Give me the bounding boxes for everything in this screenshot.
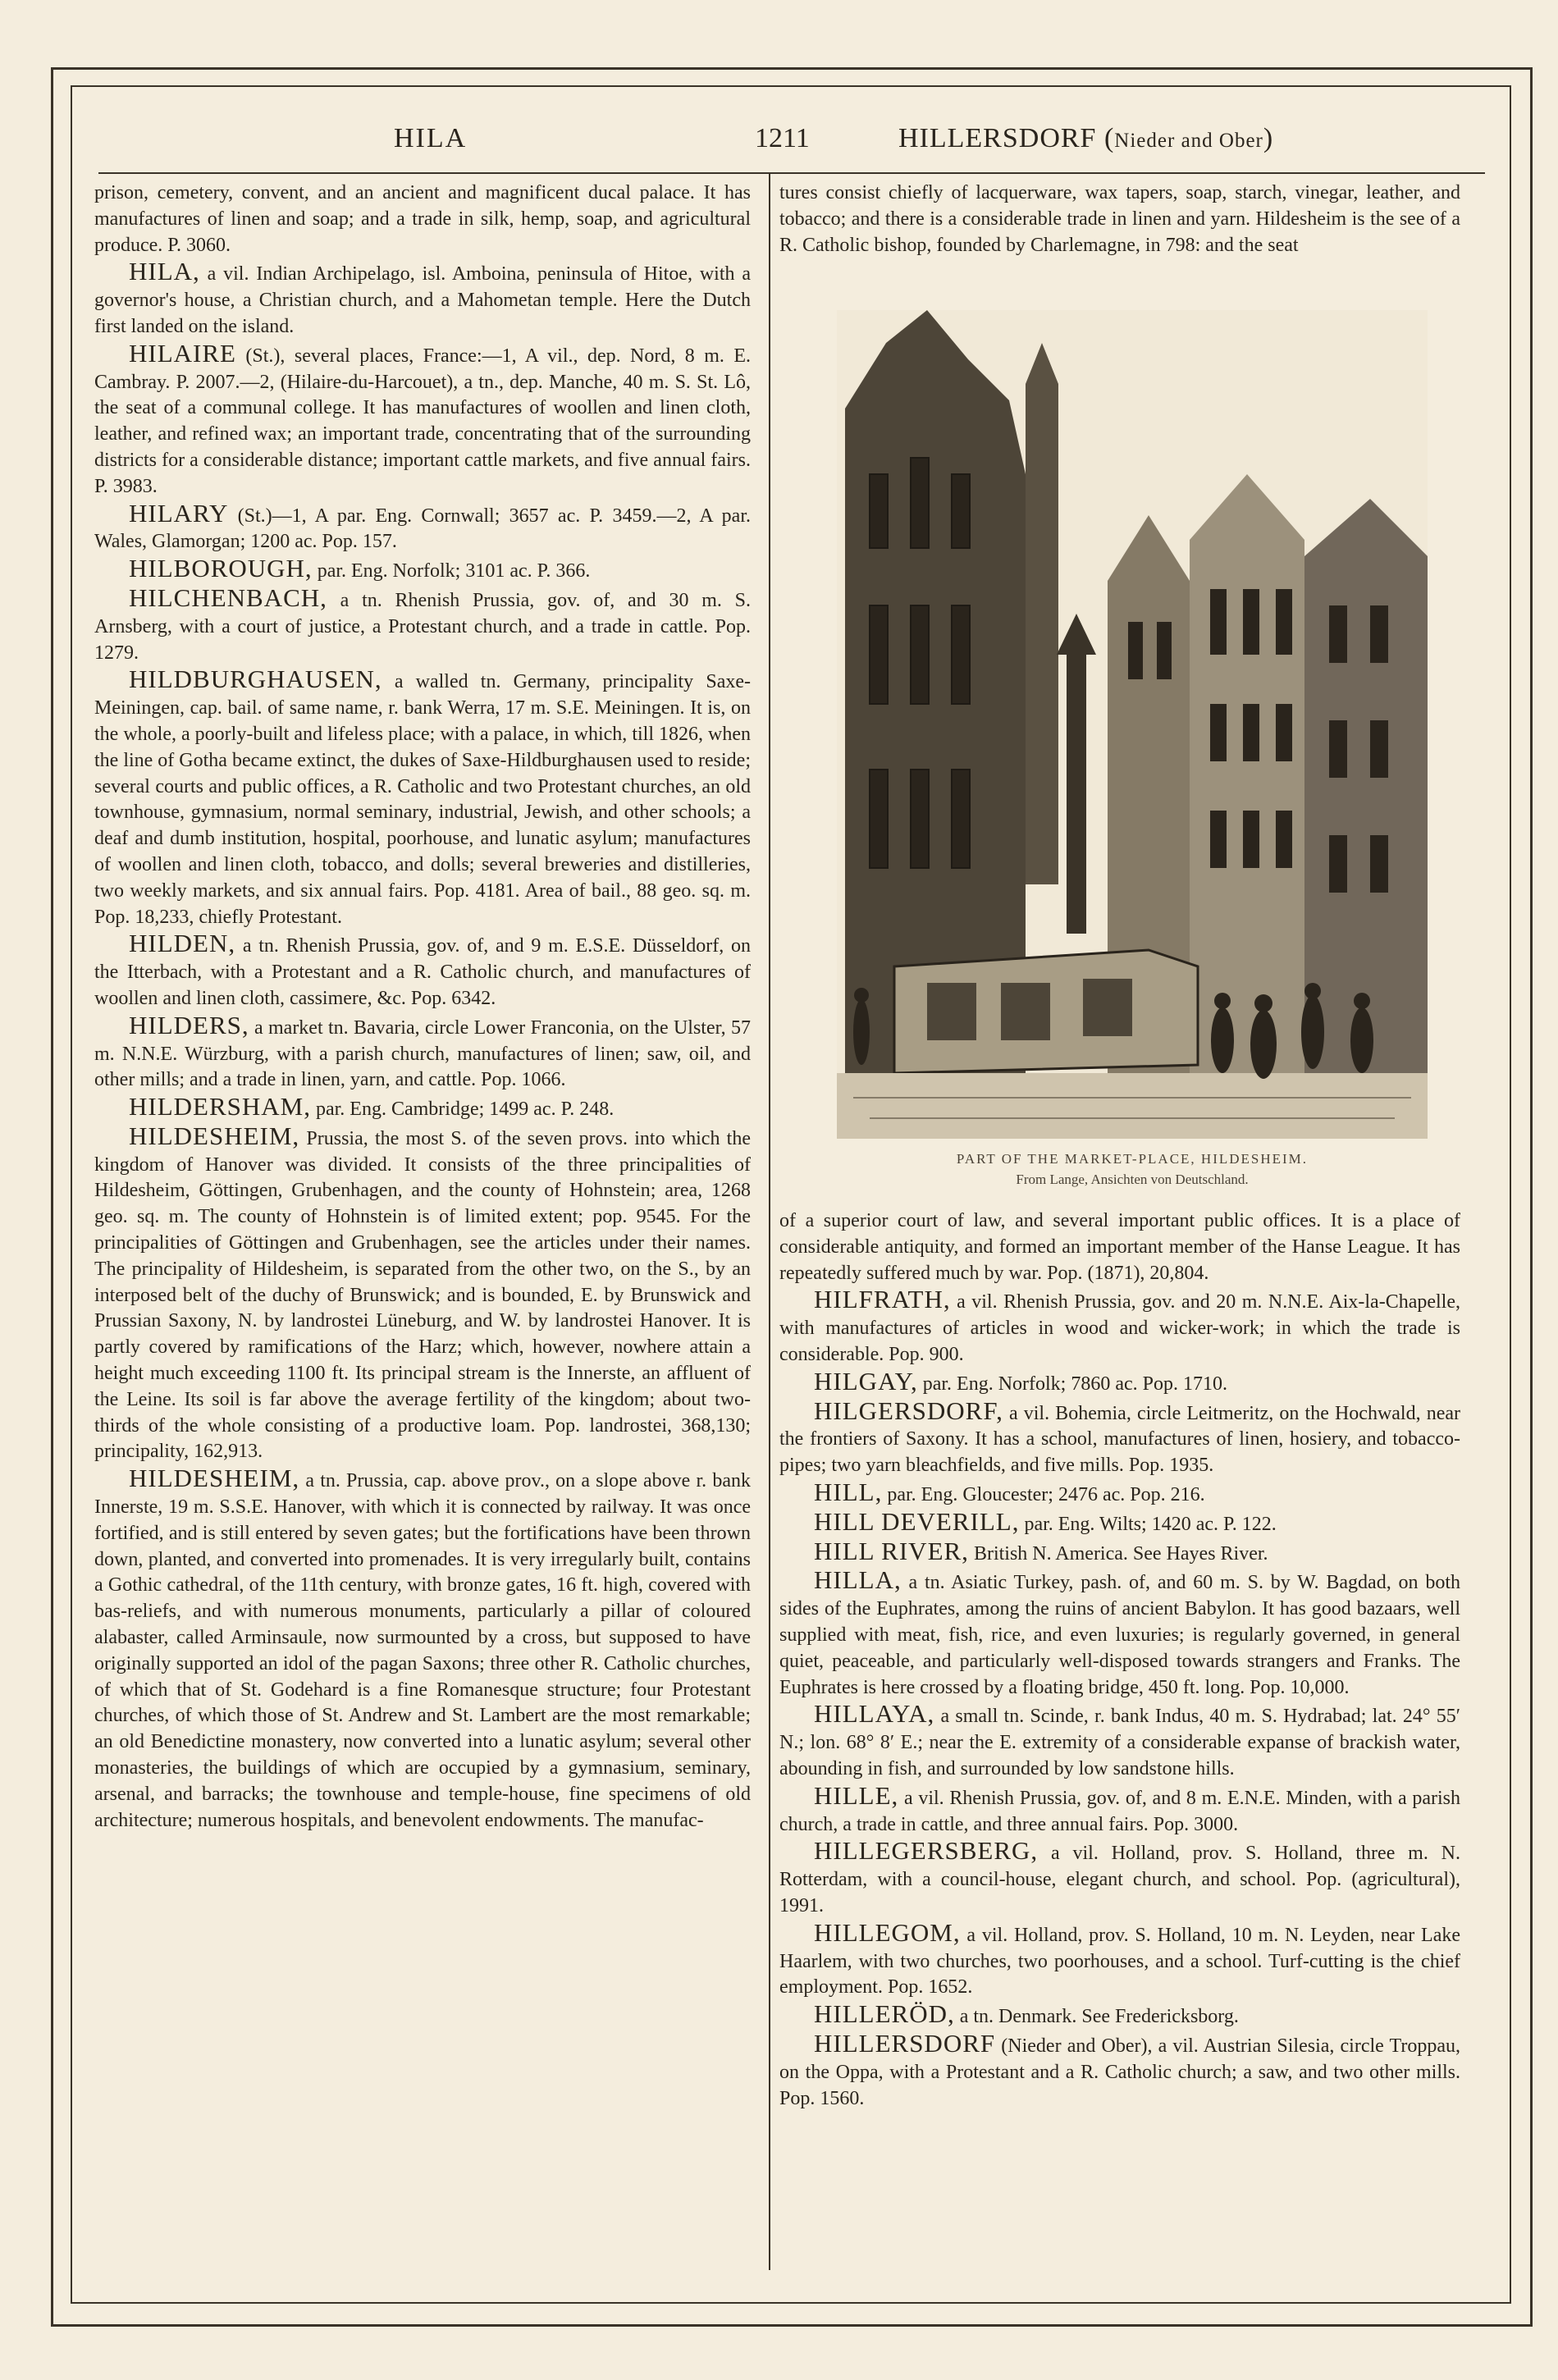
entry-headword: HILDESHEIM,: [129, 1121, 300, 1150]
running-header: [98, 115, 1485, 174]
page-number: 1211: [755, 123, 810, 153]
entry-headword: HILCHENBACH,: [129, 582, 327, 612]
entry-text: a vil. Rhenish Prussia, gov. and 20 m. N.N.E. Aix-la-Chapelle, with manufactures of articles in wood and wicker-work; in which the trade is considerable. Pop. 900.: [779, 1291, 1460, 1365]
entry-headword: HILDEN,: [129, 929, 236, 958]
entry-headword: HILA,: [129, 257, 200, 286]
right-column-top: [779, 180, 1460, 295]
header-left-word: HILA: [394, 123, 468, 153]
dictionary-entry: [94, 1123, 751, 1465]
entry-headword: HILLEGOM,: [814, 1917, 961, 1947]
dictionary-entry: [94, 1465, 751, 1834]
entry-headword: HILGERSDORF,: [814, 1396, 1003, 1425]
entry-text: (St.), several places, France:—1, A vil., dep. Nord, 8 m. E. Cambray. P. 2007.—2, (Hilaire-du-Harcouet), a tn., dep. Manche, 40 m. S. St. Lô, the seat of a communal college. It has manufactures of woollen and linen cloth, leather, and refined wax; an important trade, concentrating that of the surrounding districts for a considerable distance; important cattle markets, and five annual fairs. P. 3983.: [94, 345, 751, 497]
entry-text: a vil. Indian Archipelago, isl. Amboina, peninsula of Hitoe, with a governor's house, a Christian church, and a Mahometan temple. Here the Dutch first landed on the island.: [94, 263, 751, 337]
entry-headword: HILDBURGHAUSEN,: [129, 665, 382, 694]
entry-text: a walled tn. Germany, principality Saxe-Meiningen, cap. bail. of same name, r. bank Werra, 17 m. S.E. Meiningen. It is, on the whole, a poorly-built and lifeless place; with a palace, in which, till 1826, when the line of Gotha became extinct, the dukes of Saxe-Hildburghausen used to reside; several courts and public offices, a R. Catholic and two Protestant churches, an old townhouse, gymnasium, normal seminary, industrial, Jewish, and other schools; a deaf and dumb institution, hospital, poorhouse, and lunatic asylum; manufactures of woollen and linen cloth, tobacco, and dolls; several breweries and distilleries, two weekly markets, and six annual fairs. Pop. 4181. Area of bail., 88 geo. sq. m. Pop. 18,233, chiefly Protestant.: [94, 671, 751, 928]
dictionary-entry: [94, 180, 751, 258]
dictionary-entry: [94, 582, 751, 666]
entry-text: Prussia, the most S. of the seven provs. into which the kingdom of Hanover was divided. It consists of the three principalities of Hildesheim, Göttingen, Grubenhagen, and the county of Hohnstein; area, 1268 geo. sq. m. The county of Hohnstein is of limited extent; pop. 9545. For the principalities of Göttingen and Grubenhagen, see the articles under their names. The principality of Hildesheim, is separated from the other two, on the S., by an interposed belt of the duchy of Brunswick; and is bounded, E. by Brunswick and Prussian Saxony, N. by landrostei Lüneburg, and W. by landrostei Hanover. It is partly covered by ramifications of the Harz; which, however, nowhere attain a height much exceeding 1100 ft. Its principal stream is the Innerste, an affluent of the Leine. Its soil is far above the average fertility of the kingdom; about two-thirds of the whole consisting of a productive loam. Pop. landrostei, 368,130; principality, 162,913.: [94, 1127, 751, 1463]
dictionary-entry: [94, 500, 751, 556]
dictionary-entry: [779, 1398, 1460, 1479]
dictionary-entry: [779, 1479, 1460, 1509]
entry-headword: HILLAYA,: [814, 1699, 935, 1729]
entry-headword: HILLE,: [814, 1780, 899, 1810]
entry-headword: HILL DEVERILL,: [814, 1506, 1020, 1536]
column-divider: [769, 174, 770, 2270]
header-right-word: HILLERSDORF (Nieder and Ober): [898, 123, 1274, 153]
entry-text: par. Eng. Wilts; 1420 ac. P. 122.: [1019, 1513, 1277, 1535]
entry-text: par. Eng. Norfolk; 7860 ac. Pop. 1710.: [917, 1373, 1228, 1395]
dictionary-entry: [779, 2001, 1460, 2031]
entry-text: of a superior court of law, and several important public offices. It is a place of considerable antiquity, and formed an important member of the Hanse League. It has repeatedly suffered much by war. Pop. (1871), 20,804.: [779, 1210, 1460, 1284]
entry-headword: HILLA,: [814, 1565, 902, 1595]
dictionary-entry: [94, 930, 751, 1012]
entry-text: a vil. Holland, prov. S. Holland, three m. N. Rotterdam, with a council-house, elegant church, and school. Pop. (agricultural), 1991.: [779, 1843, 1460, 1916]
figure-credit: From Lange, Ansichten von Deutschland.: [1016, 1172, 1249, 1187]
dictionary-entry: [779, 1208, 1460, 1286]
entry-headword: HILARY: [129, 498, 229, 528]
entry-text: a vil. Rhenish Prussia, gov. of, and 8 m. E.N.E. Minden, with a parish church, a trade in cattle, and three annual fairs. Pop. 3000.: [779, 1787, 1460, 1835]
entry-headword: HILLEGERSBERG,: [814, 1836, 1039, 1866]
entry-text: a market tn. Bavaria, circle Lower Franconia, on the Ulster, 57 m. N.N.E. Würzburg, with a parish church, manufactures of linen; saw, oil, and other mills; and a trade in linen, yarn, and cattle. Pop. 1066.: [94, 1016, 751, 1091]
entry-text: a tn. Denmark. See Fredericksborg.: [954, 2006, 1239, 2028]
entry-text: a tn. Prussia, cap. above prov., on a slope above r. bank Innerste, 19 m. S.S.E. Hanover, with which it is connected by railway. It was once fortified, and is still entered by seven gates; but the fortifications have been thrown down, planted, and converted into promenades. It is very irregularly built, contains a Gothic cathedral, of the 11th century, with bronze gates, 16 ft. high, covered with bas-reliefs, and with numerous monuments, particularly a pillar of coloured alabaster, called Arminsaule, now surmounted by a cross, but supposed to have originally supported an idol of the pagan Saxons; three other R. Catholic churches, of which that of St. Godehard is a fine Romanesque structure; four Protestant churches, of which those of St. Andrew and St. Lambert are the most remarkable; an old Benedictine monastery, now converted into a lunatic asylum; several other monasteries, the buildings of which are occupied by a gymnasium, seminary, arsenal, and barracks; the townhouse and temple-house, fine specimens of old architecture; numerous hospitals, and benevolent endowments. The manufac-: [94, 1470, 751, 1831]
right-column: [779, 1208, 1460, 2275]
dictionary-entry: [94, 1094, 751, 1123]
entry-text: a small tn. Scinde, r. bank Indus, 40 m. S. Hydrabad; lat. 24° 55′ N.; lon. 68° 8′ E.; near the E. extremity of a considerable expanse of brackish water, abounding in fish, and surrounded by low sandstone hills.: [779, 1706, 1460, 1779]
dictionary-entry: [779, 1286, 1460, 1368]
dictionary-entry: [779, 1780, 1460, 1839]
entry-text: (Nieder and Ober), a vil. Austrian Silesia, circle Troppau, on the Oppa, with a Protestant and a R. Catholic church; a saw, and two other mills. Pop. 1560.: [779, 2035, 1460, 2109]
entry-headword: HILAIRE: [129, 338, 236, 368]
entry-headword: HILL RIVER,: [814, 1536, 969, 1565]
entry-headword: HILGAY,: [814, 1366, 918, 1396]
entry-headword: HILFRATH,: [814, 1285, 951, 1314]
entry-headword: HILLERSDORF: [814, 2028, 996, 2058]
entry-headword: HILDERSHAM,: [129, 1092, 311, 1121]
entry-text: a tn. Asiatic Turkey, pash. of, and 60 m. S. by W. Bagdad, on both sides of the Euphrates, among the ruins of ancient Babylon. It has good bazaars, well supplied with meat, fish, rice, and even luxuries; is regularly governed, in general quiet, peaceable, and particularly well-disposed towards strangers and Franks. The Euphrates is here crossed by a floating bridge, 450 ft. long. Pop. 10,000.: [779, 1572, 1460, 1698]
entry-text: a tn. Rhenish Prussia, gov. of, and 9 m. E.S.E. Düsseldorf, on the Itterbach, with a Protestant and a R. Catholic church, and manufactures of woollen and linen cloth, cassimere, &c. Pop. 6342.: [94, 935, 751, 1009]
entry-headword: HILBOROUGH,: [129, 554, 313, 583]
entry-text: a tn. Rhenish Prussia, gov. of, and 30 m. S. Arnsberg, with a court of justice, a Protestant church, and a trade in cattle. Pop. 1279.: [94, 589, 751, 664]
illustration-market-place: [820, 310, 1444, 1188]
entry-text: (St.)—1, A par. Eng. Cornwall; 3657 ac. P. 3459.—2, A par. Wales, Glamorgan; 1200 ac. Pop. 157.: [94, 505, 751, 553]
dictionary-entry: [94, 258, 751, 340]
entry-text: par. Eng. Gloucester; 2476 ac. Pop. 216.: [882, 1483, 1205, 1505]
entry-text: par. Eng. Cambridge; 1499 ac. P. 248.: [310, 1099, 615, 1121]
dictionary-entry: [94, 555, 751, 585]
dictionary-entry: [779, 1368, 1460, 1398]
entry-text: a vil. Bohemia, circle Leitmeritz, on the Hochwald, near the frontiers of Saxony. It has a school, manufactures of linen, hosiery, and tobacco-pipes; two yarn bleachfields, and five mills. Pop. 1935.: [779, 1402, 1460, 1477]
figure-caption: PART OF THE MARKET-PLACE, HILDESHEIM.: [956, 1151, 1309, 1167]
entry-headword: HILDERS,: [129, 1010, 249, 1039]
dictionary-entry: [94, 1012, 751, 1094]
entry-headword: HILDESHEIM,: [129, 1464, 300, 1493]
entry-text: a vil. Holland, prov. S. Holland, 10 m. N. Leyden, near Lake Haarlem, with two churches, two poorhouses, and a school. Turf-cutting is the chief employment. Pop. 1652.: [779, 1924, 1460, 1999]
dictionary-entry: [94, 666, 751, 930]
dictionary-entry: [94, 340, 751, 500]
entry-headword: HILL,: [814, 1477, 883, 1506]
entry-headword: HILLERÖD,: [814, 1999, 955, 2029]
dictionary-entry: [779, 1838, 1460, 1919]
dictionary-entry: [779, 1506, 1460, 1538]
dictionary-entry: [779, 1917, 1460, 2001]
dictionary-entry: [779, 1701, 1460, 1782]
continuation-text: tures consist chiefly of lacquerware, wax tapers, soap, starch, vinegar, leather, and tobacco; and there is a considerable trade in linen and yarn. Hildesheim is the see of a R. Catholic bishop, founded by Charlemagne, in 798: and the seat: [779, 182, 1460, 256]
left-column: [94, 180, 751, 2273]
entry-text: par. Eng. Norfolk; 3101 ac. P. 366.: [312, 560, 591, 582]
dictionary-entry: [779, 1538, 1460, 1568]
entry-text: prison, cemetery, convent, and an ancient and magnificent ducal palace. It has manufactures of linen and soap; and a trade in silk, hemp, soap, and agricultural produce. P. 3060.: [94, 182, 751, 256]
engraving-image: [837, 310, 1428, 1139]
dictionary-entry: [779, 2028, 1460, 2112]
entry-text: British N. America. See Hayes River.: [968, 1542, 1268, 1565]
dictionary-entry: [779, 1567, 1460, 1701]
